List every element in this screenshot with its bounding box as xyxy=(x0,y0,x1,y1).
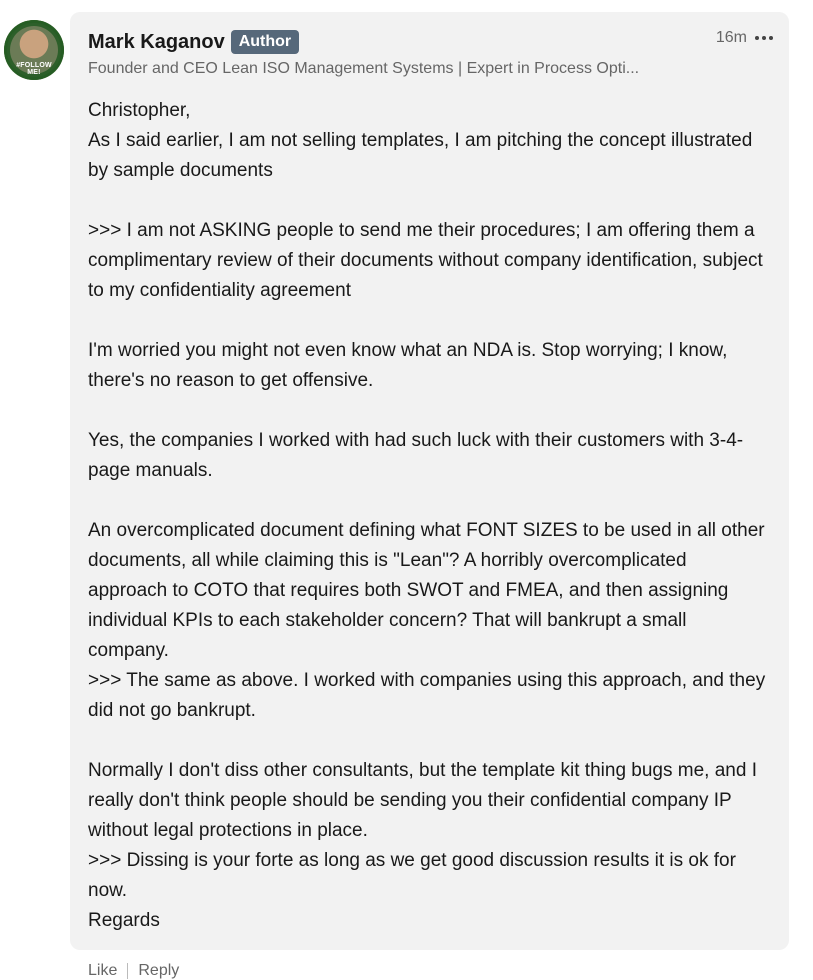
comment-line: I'm worried you might not even know what an NDA is. Stop worrying; I know, there's no reason to get offensive. xyxy=(88,340,728,391)
comment-body xyxy=(88,96,768,936)
paragraph-gap xyxy=(88,726,768,756)
comment-bubble xyxy=(70,12,789,950)
author-badge: Author xyxy=(231,30,299,54)
comment-line: >>> I am not ASKING people to send me their procedures; I am offering them a complimentary review of their documents without company identification, subject to my confidentiality agreement xyxy=(88,220,763,301)
avatar[interactable] xyxy=(4,20,64,80)
action-divider xyxy=(127,963,128,979)
like-button[interactable]: Like xyxy=(88,962,118,979)
avatar-ring-text: #FOLLOW ME! xyxy=(16,62,52,76)
author-name[interactable]: Mark Kaganov xyxy=(88,30,225,53)
comment-line: An overcomplicated document defining what FONT SIZES to be used in all other documents, all while claiming this is "Lean"? A horribly overcomplicated approach to COTO that requires both SWOT and FMEA, and then assigning individual KPIs to each stakeholder concern? That will bankrupt a small company. xyxy=(88,520,765,661)
comment-line: As I said earlier, I am not selling templates, I am pitching the concept illustrated by sample documents xyxy=(88,130,753,181)
comment-header xyxy=(88,28,299,56)
author-headline: Founder and CEO Lean ISO Management Systems | Expert in Process Opti... xyxy=(88,60,640,77)
paragraph-gap xyxy=(88,396,768,426)
comment-line: Yes, the companies I worked with had such luck with their customers with 3-4-page manuals. xyxy=(88,430,744,481)
paragraph-gap xyxy=(88,486,768,516)
reply-button[interactable]: Reply xyxy=(138,962,180,979)
comment-actions xyxy=(88,962,179,980)
comment-line: >>> Dissing is your forte as long as we get good discussion results it is ok for now. xyxy=(88,850,736,901)
timestamp: 16m xyxy=(715,29,747,46)
comment-line: >>> The same as above. I worked with companies using this approach, and they did not go bankrupt. xyxy=(88,670,766,721)
paragraph-gap xyxy=(88,306,768,336)
comment-meta xyxy=(716,28,775,48)
comment-line: Regards xyxy=(88,910,160,931)
comment-line: Christopher, xyxy=(88,100,191,121)
comment-line: Normally I don't diss other consultants, but the template kit thing bugs me, and I really don't think people should be sending you their confidential company IP without legal protections in place. xyxy=(88,760,757,841)
more-options-icon[interactable] xyxy=(753,34,775,42)
paragraph-gap xyxy=(88,186,768,216)
